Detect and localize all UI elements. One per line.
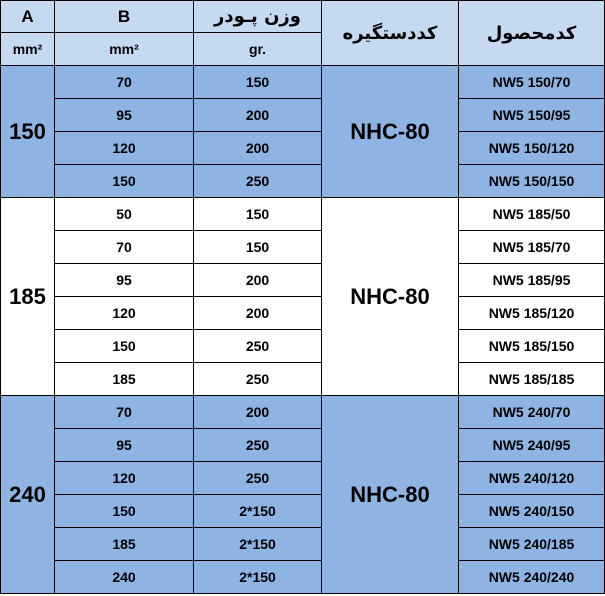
powder-weight-cell: 250 (194, 165, 322, 198)
product-code-cell: NW5 185/95 (459, 264, 605, 297)
powder-weight-cell: 250 (194, 363, 322, 396)
powder-weight-cell: 150 (194, 66, 322, 99)
table-row (1, 198, 605, 231)
table-row (1, 231, 605, 264)
product-code-cell: NW5 240/70 (459, 396, 605, 429)
table-row (1, 132, 605, 165)
table-row (1, 363, 605, 396)
product-code-cell: NW5 150/95 (459, 99, 605, 132)
product-code-cell: NW5 150/120 (459, 132, 605, 165)
powder-weight-cell: 2*150 (194, 495, 322, 528)
b-value-cell: 95 (55, 264, 194, 297)
product-code-cell: NW5 240/120 (459, 462, 605, 495)
header-powder-weight: وزن پـودر (194, 1, 322, 33)
b-value-cell: 120 (55, 297, 194, 330)
device-code-cell: NHC-80 (322, 66, 459, 198)
b-value-cell: 240 (55, 561, 194, 594)
table-row (1, 462, 605, 495)
device-code-cell: NHC-80 (322, 198, 459, 396)
powder-weight-cell: 250 (194, 462, 322, 495)
table-row (1, 396, 605, 429)
b-value-cell: 150 (55, 330, 194, 363)
b-value-cell: 120 (55, 462, 194, 495)
header-b: B (55, 1, 194, 33)
powder-weight-cell: 150 (194, 231, 322, 264)
powder-weight-cell: 200 (194, 264, 322, 297)
table-row (1, 264, 605, 297)
table-row (1, 297, 605, 330)
product-code-cell: NW5 185/150 (459, 330, 605, 363)
group-185 (1, 198, 605, 396)
b-value-cell: 150 (55, 495, 194, 528)
powder-weight-cell: 200 (194, 132, 322, 165)
b-value-cell: 150 (55, 165, 194, 198)
powder-weight-cell: 200 (194, 99, 322, 132)
device-code-cell: NHC-80 (322, 396, 459, 594)
table-header (1, 1, 605, 66)
powder-weight-cell: 200 (194, 297, 322, 330)
b-value-cell: 120 (55, 132, 194, 165)
table-row (1, 99, 605, 132)
table-row (1, 66, 605, 99)
powder-weight-cell: 250 (194, 330, 322, 363)
a-value-cell: 150 (1, 66, 55, 198)
a-value-cell: 240 (1, 396, 55, 594)
header-b-unit: mm² (55, 33, 194, 66)
group-150 (1, 66, 605, 198)
table-row (1, 561, 605, 594)
b-value-cell: 70 (55, 66, 194, 99)
product-code-cell: NW5 150/150 (459, 165, 605, 198)
b-value-cell: 70 (55, 396, 194, 429)
product-code-cell: NW5 150/70 (459, 66, 605, 99)
header-product-code: کدمحصول (459, 1, 605, 66)
b-value-cell: 70 (55, 231, 194, 264)
product-code-cell: NW5 240/95 (459, 429, 605, 462)
b-value-cell: 185 (55, 363, 194, 396)
table-row (1, 165, 605, 198)
table-row (1, 429, 605, 462)
product-code-cell: NW5 185/50 (459, 198, 605, 231)
b-value-cell: 95 (55, 99, 194, 132)
product-code-cell: NW5 240/150 (459, 495, 605, 528)
powder-weight-cell: 2*150 (194, 528, 322, 561)
table-row (1, 330, 605, 363)
b-value-cell: 95 (55, 429, 194, 462)
header-a: A (1, 1, 55, 33)
powder-weight-cell: 250 (194, 429, 322, 462)
b-value-cell: 50 (55, 198, 194, 231)
header-a-unit: mm² (1, 33, 55, 66)
powder-weight-cell: 2*150 (194, 561, 322, 594)
powder-weight-cell: 200 (194, 396, 322, 429)
powder-weight-cell: 150 (194, 198, 322, 231)
header-device-code: کددستگیره (322, 1, 459, 66)
product-code-cell: NW5 185/120 (459, 297, 605, 330)
b-value-cell: 185 (55, 528, 194, 561)
product-code-cell: NW5 240/185 (459, 528, 605, 561)
a-value-cell: 185 (1, 198, 55, 396)
product-code-cell: NW5 185/70 (459, 231, 605, 264)
product-code-cell: NW5 240/240 (459, 561, 605, 594)
header-powder-unit: gr. (194, 33, 322, 66)
group-240 (1, 396, 605, 594)
product-code-cell: NW5 185/185 (459, 363, 605, 396)
table-row (1, 528, 605, 561)
table-row (1, 495, 605, 528)
